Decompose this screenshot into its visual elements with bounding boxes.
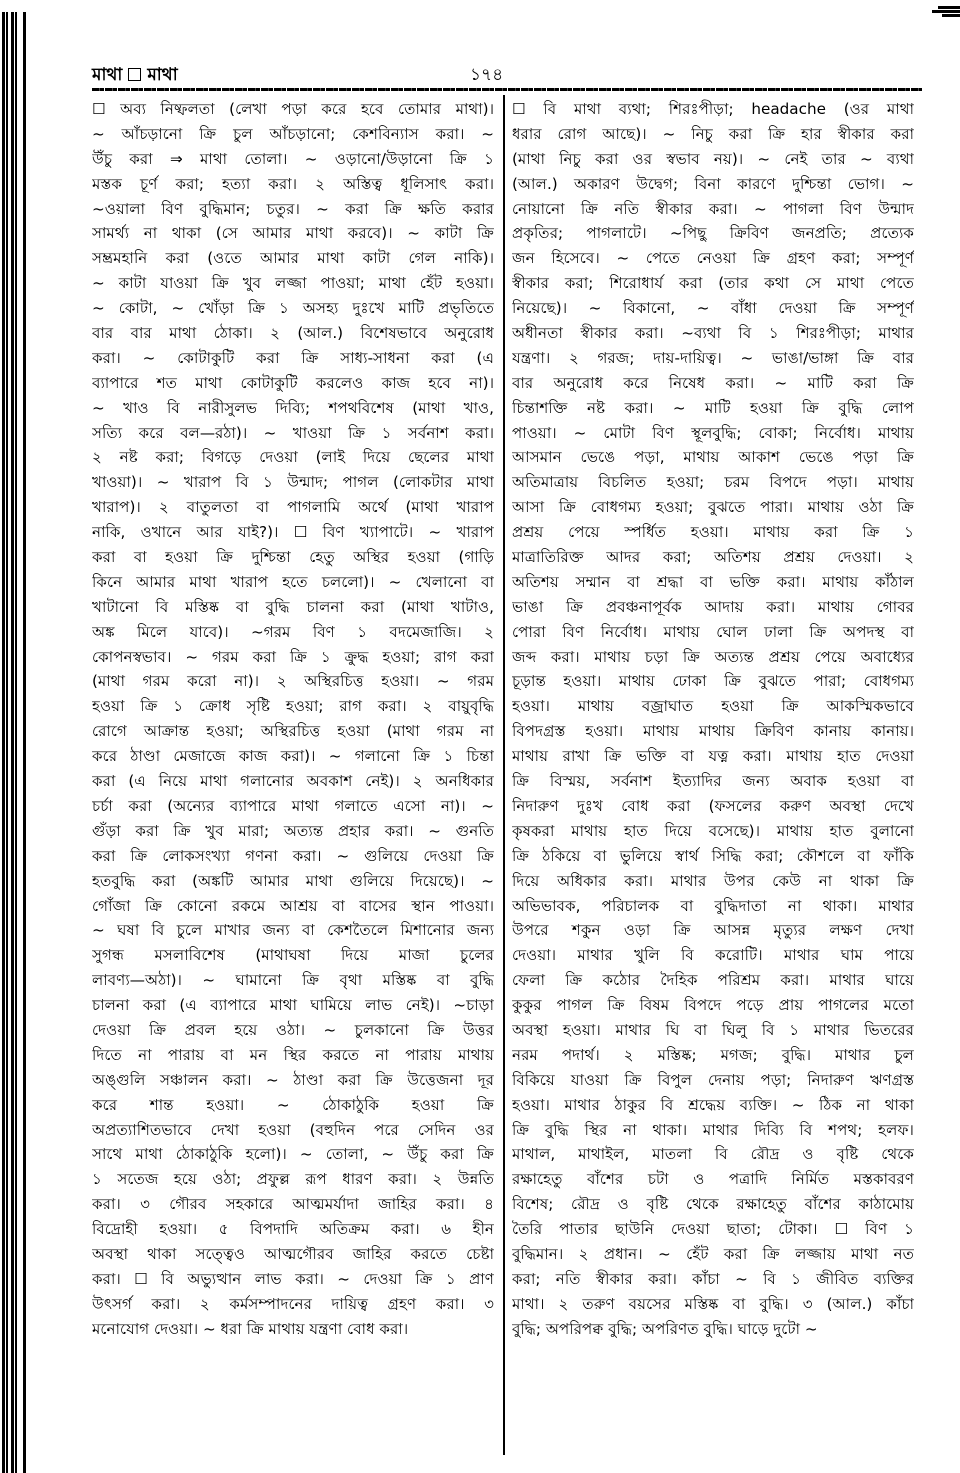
dictionary-line: জব্দ করা। মাথায় চড়া ক্রি অত্যন্ত প্রশ্রয় পেয়ে অবাধ্যের xyxy=(512,647,914,666)
dictionary-line: ফেলা ক্রি কঠোর দৈহিক পরিশ্রম করা। মাথার ঘায়ে xyxy=(512,971,914,990)
dictionary-line: যন্ত্রণা। ২ গরজ; দায়-দায়িত্ব। ~ ভাঙা/ভাঙ্গা ক্রি বার xyxy=(512,348,914,367)
dictionary-line: ~ আঁচড়ানো ক্রি চুল আঁচড়ানো; কেশবিন্যাস করা। ~ xyxy=(92,124,494,143)
dictionary-line: খাটানো বি মস্তিষ্ক বা বুদ্ধি চালনা করা (মাথা খাটাও, xyxy=(92,597,494,616)
dictionary-line: ~ওয়ালা বিণ বুদ্ধিমান; চতুর। ~ করা ক্রি ক্ষতি করার xyxy=(92,199,494,218)
dictionary-line: আসমান ভেঙে পড়া, মাথায় আকাশ ভেঙে পড়া ক্রি xyxy=(512,448,914,467)
dictionary-line: (আল.) অকারণ উদ্বেগ; বিনা কারণে দুশ্চিন্তা ভোগ। ~ xyxy=(512,174,914,193)
guide-word-first: মাথা xyxy=(92,65,123,85)
dictionary-line: উৎসর্গ করা। ২ কর্মসম্পাদনের দায়িত্ব গ্রহণ করা। ৩ xyxy=(92,1294,494,1313)
dictionary-line: পাওয়া। ~ মোটা বিণ স্থূলবুদ্ধি; বোকা; নির্বোধ। মাথায় xyxy=(512,423,914,442)
dictionary-line: অঙ্ক মিলে যাবে)। ~গরম বিণ ১ বদমেজাজি। ২ xyxy=(92,622,494,641)
dictionary-line: মস্তক চূর্ণ করা; হত্যা করা। ২ অস্তিত্ব ধূলিসাৎ করা। xyxy=(92,174,494,193)
dictionary-line: সম্ভ্রমহানি করা (ওতে আমার মাথা কাটা গেল নাকি)। xyxy=(92,249,494,268)
dictionary-line: বুদ্ধি; অপরিপক্ব বুদ্ধি; অপরিণত বুদ্ধি। ঘাড়ে দুটো ~ xyxy=(512,1319,818,1338)
dictionary-line: (মাথা গরম করো না)। ২ অস্থিরচিত্ত হওয়া। ~ গরম xyxy=(92,672,494,691)
dictionary-line: অপ্রত্যাশিতভাবে দেখা হওয়া (বহুদিন পরে সেদিন ওর xyxy=(92,1120,494,1139)
dictionary-line: অধীনতা স্বীকার করা। ~ব্যথা বি ১ শিরঃপীড়া; মাথার xyxy=(512,324,914,343)
dictionary-line: দেওয়া। মাথার খুলি বি করোটি। মাথার ঘাম পায়ে xyxy=(512,946,914,965)
dictionary-line: বিকিয়ে যাওয়া ক্রি বিপুল দেনায় পড়া; নিদারুণ ঋণগ্রস্ত xyxy=(512,1070,914,1089)
dictionary-line: মাথায় রাখা ক্রি ভক্তি বা যত্ন করা। মাথায় হাত দেওয়া xyxy=(512,747,914,766)
dictionary-line: নাকি, ওখানে আর যাই?)। ☐ বিণ খ্যাপাটে। ~ খারাপ xyxy=(92,523,494,542)
dictionary-line: মাত্রাতিরিক্ত আদর করা; অতিশয় প্রশ্রয় দেওয়া। ২ xyxy=(512,548,914,567)
dictionary-line: খারাপ)। ২ বাতুলতা বা পাগলামি অর্থে (মাথা খারাপ xyxy=(92,498,494,517)
dictionary-line: (মাথা নিচু করা ওর স্বভাব নয়)। ~ নেই তার ~ ব্যথা xyxy=(512,149,914,168)
dictionary-line: ১ সতেজ হয়ে ওঠা; প্রফুল্ল রূপ ধারণ করা। ২ উন্নতি xyxy=(92,1170,494,1189)
dictionary-line: জন হিসেবে। ~ পেতে নেওয়া ক্রি গ্রহণ করা; সম্পূর্ণ xyxy=(512,249,914,268)
dictionary-line: পোরা বিণ নির্বোধ। মাথায় ঘোল ঢালা ক্রি অপদস্থ বা xyxy=(512,622,914,641)
dictionary-line: নিয়েছে)। ~ বিকানো, ~ বাঁধা দেওয়া ক্রি সম্পূর্ণ xyxy=(512,299,914,318)
dictionary-line: নোয়ানো ক্রি নতি স্বীকার করা। ~ পাগলা বিণ উন্মাদ xyxy=(512,199,914,218)
dictionary-line: নিদারুণ দুঃখ বোধ করা (ফসলের করুণ অবস্থা দেখে xyxy=(512,796,914,815)
dictionary-line: ☐ বি মাথা ব্যথা; শিরঃপীড়া; headache (ওর মাথা xyxy=(512,100,914,118)
dictionary-line: সত্যি করে বল—রঠা)। ~ খাওয়া ক্রি ১ সর্বনাশ করা। xyxy=(92,423,494,442)
dictionary-line: ~ ঘষা বি চুলে মাখার জন্য বা কেশতৈলে মিশানোর জন্য xyxy=(92,921,494,940)
dictionary-line: বার অনুরোধ করে নিষেধ করা। ~ মাটি করা ক্রি xyxy=(512,373,914,392)
dictionary-line: ক্রি বিস্ময়, সর্বনাশ ইত্যাদির জন্য অবাক হওয়া বা xyxy=(512,772,914,791)
dictionary-line: চর্চা করা (অন্যের ব্যাপারে মাথা গলাতে এসো না)। ~ xyxy=(92,796,494,815)
dictionary-line: ব্যাপারে শত মাথা কোটাকুটি করলেও কাজ হবে না)। xyxy=(92,373,494,392)
dictionary-line: বিপদগ্রস্ত হওয়া। মাথায় মাথায় ক্রিবিণ কানায় কানায়। xyxy=(512,722,914,741)
dictionary-line: চিন্তাশক্তি নষ্ট করা। ~ মাটি হওয়া ক্রি বুদ্ধি লোপ xyxy=(512,398,914,417)
dictionary-line: ~ কোটা, ~ খোঁড়া ক্রি ১ অসহ্য দুঃখে মাটি প্রভৃতিতে xyxy=(92,299,494,318)
dictionary-line: কিনে আমার মাথা খারাপ হতে চললো)। ~ খেলানো বা xyxy=(92,572,494,591)
dictionary-line: রোগে আক্রান্ত হওয়া; অস্থিরচিত্ত হওয়া (মাথা গরম না xyxy=(92,722,494,741)
dictionary-line: অতিশয় সম্মান বা শ্রদ্ধা বা ভক্তি করা। মাথায় কাঁঠাল xyxy=(512,572,914,591)
dictionary-line: ☐ অব্য নিষ্ফলতা (লেখা পড়া করে হবে তোমার মাথা)। xyxy=(92,100,494,118)
dictionary-line: বিশেষ; রৌদ্র ও বৃষ্টি থেকে রক্ষাহেতু বাঁশের কাঠামোয় xyxy=(512,1195,914,1214)
dictionary-line: ধরার রোগ আছে)। ~ নিচু করা ক্রি হার স্বীকার করা xyxy=(512,124,914,143)
dictionary-line: মাথাল, মাথাইল, মাতলা বি রৌদ্র ও বৃষ্টি থেকে xyxy=(512,1145,914,1164)
dictionary-line: হওয়া। মাথায় বজ্রাঘাত হওয়া ক্রি আকস্মিকভাবে xyxy=(512,697,914,716)
guide-word-last: মাথা xyxy=(147,65,178,85)
dictionary-line: বুদ্ধিমান। ২ প্রধান। ~ হেঁট করা ক্রি লজ্জায় মাথা নত xyxy=(512,1244,914,1263)
dictionary-line: খাওয়া)। ~ খারাপ বি ১ উন্মাদ; পাগল (লোকটার মাথা xyxy=(92,473,494,492)
right-column xyxy=(512,97,914,1342)
dictionary-line: প্রকৃতির; পাগলাটে। ~পিছু ক্রিবিণ জনপ্রতি; প্রত্যেক xyxy=(512,224,914,243)
dictionary-line: কৃষকরা মাথায় হাত দিয়ে বসেছে)। মাথায় হাত বুলানো xyxy=(512,821,914,840)
scan-corner-mark xyxy=(930,6,960,16)
page-header xyxy=(92,62,922,84)
dictionary-line: কুকুর পাগল ক্রি বিষম বিপদে পড়ে প্রায় পাগলের মতো xyxy=(512,996,914,1015)
dictionary-line: অঙ্গুলি সঞ্চালন করা। ~ ঠাণ্ডা করা ক্রি উত্তেজনা দূর xyxy=(92,1070,494,1089)
left-column xyxy=(92,97,494,1342)
dictionary-line: নরম পদার্থ। ২ মস্তিষ্ক; মগজ; বুদ্ধি। মাথার চুল xyxy=(512,1045,914,1064)
dictionary-line: ~ খাও বি নারীসুলভ দিব্যি; শপথবিশেষ (মাথা খাও, xyxy=(92,398,494,417)
dictionary-line: করা। ~ কোটাকুটি করা ক্রি সাধ্য-সাধনা করা (এ xyxy=(92,348,494,367)
dictionary-line: করা। ৩ গৌরব সহকারে আত্মমর্যাদা জাহির করা। ৪ xyxy=(92,1195,494,1214)
dictionary-line: অবস্থা হওয়া। মাথার ঘি বা ঘিলু বি ১ মাথার ভিতরের xyxy=(512,1020,914,1039)
dictionary-line: লাবণ্য—অঠা)। ~ ঘামানো ক্রি বৃথা মস্তিষ্ক বা বুদ্ধি xyxy=(92,971,494,990)
dictionary-line: অতিমাত্রায় বিচলিত হওয়া; চরম বিপদে পড়া। মাথায় xyxy=(512,473,914,492)
dictionary-line: তৈরি পাতার ছাউনি দেওয়া ছাতা; টোকা। ☐ বিণ ১ xyxy=(512,1220,914,1239)
dictionary-line: করে ঠাণ্ডা মেজাজে কাজ করা)। ~ গলানো ক্রি ১ চিন্তা xyxy=(92,747,494,766)
dictionary-line: গোঁজা ক্রি কোনো রকমে আশ্রয় বা বাসের স্থান পাওয়া। xyxy=(92,896,494,915)
dictionary-line: স্বীকার করা; শিরোধার্য করা (তার কথা সে মাথা পেতে xyxy=(512,274,914,293)
dictionary-line: বিদ্রোহী হওয়া। ৫ বিপদাদি অতিক্রম করা। ৬ হীন xyxy=(92,1220,494,1239)
dictionary-line: হওয়া ক্রি ১ ক্রোধ সৃষ্টি হওয়া; রাগ করা। ২ বায়ুবৃদ্ধি xyxy=(92,697,494,716)
dictionary-line: উঁচু করা ⇒ মাথা তোলা। ~ ওড়ানো/উড়ানো ক্রি ১ xyxy=(92,149,494,168)
dictionary-line: চালনা করা (এ ব্যাপারে মাথা ঘামিয়ে লাভ নেই)। ~চাড়া xyxy=(92,996,494,1015)
dictionary-line: সামর্থ্য না থাকা (সে আমার মাথা করবে)। ~ কাটা ক্রি xyxy=(92,224,494,243)
dictionary-line: হওয়া। মাথার ঠাকুর বি শ্রদ্ধেয় ব্যক্তি। ~ ঠিক না থাকা xyxy=(512,1095,914,1114)
book-binding-edge xyxy=(0,0,30,1473)
dictionary-line: কোপনস্বভাব। ~ গরম করা ক্রি ১ ক্রুদ্ধ হওয়া; রাগ করা xyxy=(92,647,494,666)
dictionary-line: দেওয়া ক্রি প্রবল হয়ে ওঠা। ~ চুলকানো ক্রি উত্তর xyxy=(92,1020,494,1039)
separator-box-icon xyxy=(128,68,141,81)
dictionary-line: ~ কাটা যাওয়া ক্রি খুব লজ্জা পাওয়া; মাথা হেঁট হওয়া। xyxy=(92,274,494,293)
dictionary-line: ক্রি বুদ্ধি স্থির না থাকা। মাথার দিব্যি বি শপথ; হলফ। xyxy=(512,1120,914,1139)
dictionary-line: ২ নষ্ট করা; বিগড়ে দেওয়া (লাই দিয়ে ছেলের মাথা xyxy=(92,448,494,467)
column-divider xyxy=(503,95,505,1455)
dictionary-line: করা ক্রি লোকসংখ্যা গণনা করা। ~ গুলিয়ে দেওয়া ক্রি xyxy=(92,846,494,865)
dictionary-line: করা (এ নিয়ে মাথা গলানোর অবকাশ নেই)। ২ অনধিকার xyxy=(92,772,494,791)
dictionary-line: করা। ☐ বি অভ্যুত্থান লাভ করা। ~ দেওয়া ক্রি ১ প্রাণ xyxy=(92,1269,494,1288)
dictionary-line: মাথা। ২ তরুণ বয়সের মস্তিষ্ক বা বুদ্ধি। ৩ (আল.) কাঁচা xyxy=(512,1294,914,1313)
guide-words xyxy=(92,62,178,90)
dictionary-line: করা বা হওয়া ক্রি দুশ্চিন্তা হেতু অস্থির হওয়া (গাড়ি xyxy=(92,548,494,567)
dictionary-line: উপরে শকুন ওড়া ক্রি আসন্ন মৃত্যুর লক্ষণ দেখা xyxy=(512,921,914,940)
page-number: ১৭৪ xyxy=(470,65,504,85)
dictionary-line: মনোযোগ দেওয়া। ~ ধরা ক্রি মাথায় যন্ত্রণা বোধ করা। xyxy=(92,1319,409,1338)
dictionary-line: চূড়ান্ত হওয়া। মাথায় ঢোকা ক্রি বুঝতে পারা; বোধগম্য xyxy=(512,672,914,691)
dictionary-line: হতবুদ্ধি করা (অঙ্কটি আমার মাথা গুলিয়ে দিয়েছে)। ~ xyxy=(92,871,494,890)
dictionary-line: ক্রি ঠকিয়ে বা ভুলিয়ে স্বার্থ সিদ্ধি করা; কৌশলে বা ফাঁকি xyxy=(512,846,914,865)
dictionary-line: প্রশ্রয় পেয়ে স্পর্ধিত হওয়া। মাথায় করা ক্রি ১ xyxy=(512,523,914,542)
dictionary-line: রক্ষাহেতু বাঁশের চটা ও পত্রাদি নির্মিত মস্তকাবরণ xyxy=(512,1170,914,1189)
dictionary-line: অভিভাবক, পরিচালক বা বুদ্ধিদাতা না থাকা। মাথার xyxy=(512,896,914,915)
dictionary-line: করা; নতি স্বীকার করা। কাঁচা ~ বি ১ জীবিত ব্যক্তির xyxy=(512,1269,914,1288)
dictionary-line: গুঁড়া করা ক্রি খুব মারা; অত্যন্ত প্রহার করা। ~ গুনতি xyxy=(92,821,494,840)
dictionary-line: বার বার মাথা ঠোকা। ২ (আল.) বিশেষভাবে অনুরোধ xyxy=(92,324,494,343)
dictionary-line: ভাঙা ক্রি প্রবঞ্চনাপূর্বক আদায় করা। মাথায় গোবর xyxy=(512,597,914,616)
dictionary-line: অবস্থা থাকা সত্ত্বেও আত্মগৌরব জাহির করতে চেষ্টা xyxy=(92,1244,494,1263)
dictionary-line: দিয়ে অধিকার করা। মাথার উপর কেউ না থাকা ক্রি xyxy=(512,871,914,890)
dictionary-line: দিতে না পারায় বা মন স্থির করতে না পারায় মাথায় xyxy=(92,1045,494,1064)
dictionary-line: করে শান্ত হওয়া। ~ ঠোকাঠুকি হওয়া ক্রি xyxy=(92,1095,494,1114)
dictionary-line: আসা ক্রি বোধগম্য হওয়া; বুঝতে পারা। মাথায় ওঠা ক্রি xyxy=(512,498,914,517)
dictionary-line: সাথে মাথা ঠোকাঠুকি হলো)। ~ তোলা, ~ উঁচু করা ক্রি xyxy=(92,1145,494,1164)
dictionary-line: সুগন্ধ মসলাবিশেষ (মাথাঘষা দিয়ে মাজা চুলের xyxy=(92,946,494,965)
header-rule xyxy=(92,88,922,91)
